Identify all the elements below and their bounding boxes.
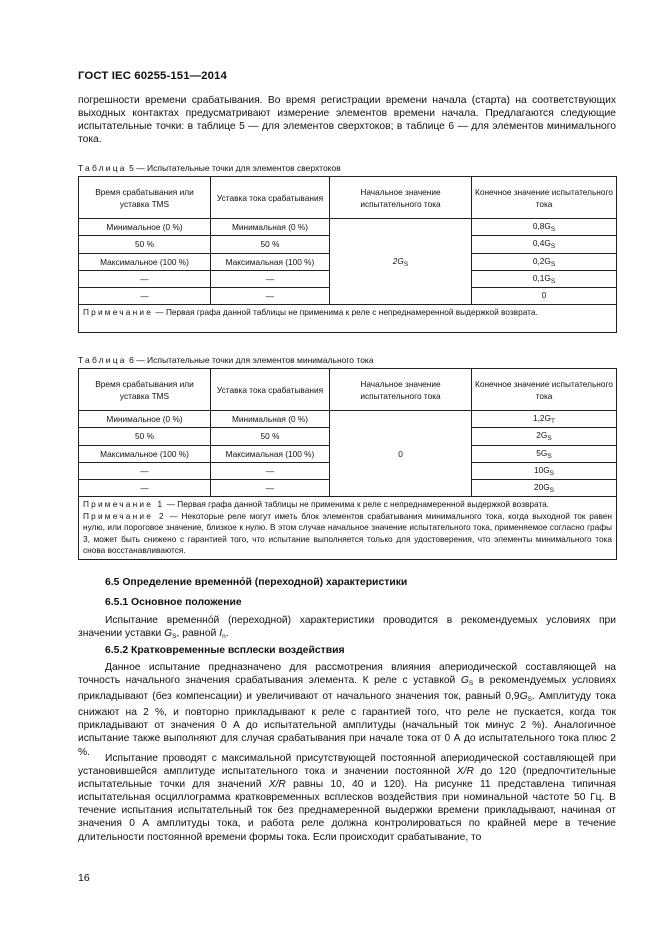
start-value-symbol: 2G	[392, 255, 404, 266]
table6-cell: —	[211, 480, 330, 497]
final-value: 0,1G	[532, 273, 551, 284]
final-value-sub: S	[547, 435, 552, 443]
table5-final-value	[472, 253, 617, 270]
symbol-sub: n	[222, 633, 226, 641]
final-value-sub: S	[547, 452, 552, 460]
note-text: — Первая графа данной таблицы не применима к реле с непреднамеренной выдержкой возврата.	[155, 307, 538, 318]
text-segment: Испытание проводят с максимальной присутствующей постоянной апериодической составляющей при установившейся амплитуде испытательного тока и значении постоянной	[78, 753, 616, 778]
final-value-sub: S	[549, 487, 555, 495]
table5-cell: —	[79, 288, 211, 305]
final-value-sub: S	[549, 470, 555, 478]
table5-cell: Минимальная (0 %)	[211, 219, 330, 236]
table6-cell: Минимальное (0 %)	[79, 411, 211, 428]
section-6-5-2-heading: 6.5.2 Кратковременные всплески воздействия	[105, 645, 345, 656]
final-value-sub: S	[550, 260, 556, 268]
final-value-sub: S	[550, 226, 556, 234]
text-segment: .	[225, 628, 229, 640]
document-header: ГОСТ IEC 60255-151—2014	[78, 70, 227, 82]
table6-cell: Минимальная (0 %)	[211, 411, 330, 428]
symbol-xr: X/R	[456, 766, 474, 778]
final-value: 20G	[533, 482, 550, 493]
symbol-xr: X/R	[268, 779, 286, 791]
table-row	[79, 411, 617, 428]
table5-start-value	[330, 219, 472, 305]
symbol-sub: S	[468, 680, 474, 688]
table6-final-value	[472, 411, 617, 428]
final-value: 0,8G	[532, 221, 551, 232]
table5-cell: —	[79, 270, 211, 287]
table6-final-value	[472, 462, 617, 479]
table6-note-1	[83, 499, 612, 510]
table6-note-row	[79, 497, 617, 559]
table6-cell: —	[79, 462, 211, 479]
table6-header-cell: Время срабатывания или уставка TMS	[79, 369, 211, 411]
table6-caption	[78, 355, 374, 365]
table6-header-row	[79, 369, 617, 411]
table6-header-cell: Конечное значение испытательного тока	[472, 369, 617, 411]
table5-cell: 50 %	[79, 236, 211, 253]
section-6-5-1-text	[78, 614, 616, 643]
text-segment: . Амплитуду тока снижают на 2 %, и повторно прикладывают к реле с гарантией того, что реле не пускается, когда ток прикладывают от значения 0 А до испытательной амплитуды (начальный ток минус 2 %). Аналогичное испытание также выполняют для случая срабатывания при начале тока от 0 А до испытательного тока плюс 2 %.	[78, 691, 616, 758]
table6-cell: —	[211, 462, 330, 479]
table6-header-cell: Уставка тока срабатывания	[211, 369, 330, 411]
table6-header-cell: Начальное значение испытательного тока	[330, 369, 472, 411]
symbol-g: G	[164, 628, 173, 640]
table5-header-cell: Время срабатывания или уставка TMS	[79, 177, 211, 219]
section-6-5-heading: 6.5 Определение временно́й (переходной) характеристики	[105, 577, 408, 588]
note-text: — Некоторые реле могут иметь блок элементов срабатывания минимального тока, когда выходной ток равен нулю, или пороговое значение, близкое к нулю. В этом случае начальное значение испытательного тока, применяемое согласно графы 3, может быть снижено с гарантией того, что испытание выполняется только для удостоверения, что элементы минимального тока снова восстанавливаются.	[83, 510, 612, 556]
table6-cell: 50 %	[211, 428, 330, 445]
table5-cell: Максимальная (100 %)	[211, 253, 330, 270]
symbol-sub: S	[172, 633, 177, 641]
table5-cell: —	[211, 270, 330, 287]
table6-caption-word: Таблица	[78, 355, 127, 365]
final-value-sub: S	[550, 243, 556, 251]
table5-final-value	[472, 270, 617, 287]
table5-header-cell: Начальное значение испытательного тока	[330, 177, 472, 219]
table6-final-value	[472, 480, 617, 497]
section-6-5-1-heading: 6.5.1 Основное положение	[105, 597, 242, 608]
table6-final-value	[472, 445, 617, 462]
table5-header-cell: Конечное значение испытательного тока	[472, 177, 617, 219]
table5-note-row	[79, 305, 617, 333]
table5-cell: 50 %	[211, 236, 330, 253]
table6-cell: 50 %	[79, 428, 211, 445]
text-segment: Данное испытание предназначено для рассмотрения влияния апериодической составляющей на точность начального значения срабатывания элемента. К реле с уставкой	[78, 662, 616, 687]
table5	[78, 176, 617, 333]
table6-note-2	[83, 511, 612, 557]
table-row	[79, 219, 617, 236]
table6-cell: Максимальная (100 %)	[211, 445, 330, 462]
table6-cell: Максимальное (100 %)	[79, 445, 211, 462]
note-label: Примечание	[83, 307, 154, 318]
table6-caption-text: 6 — Испытательные точки для элементов минимального тока	[129, 355, 374, 365]
table5-final-value	[472, 288, 617, 305]
text-segment: в рекомендуемых условиях прикладывают (без компенсации) и увеличивают от начального значения ток, равный 0,9	[78, 675, 616, 703]
note-text: — Первая графа данной таблицы не применима к реле с непреднамеренной выдержкой возврата.	[166, 499, 550, 510]
section-6-5-2-paragraph-2	[78, 752, 616, 844]
table6-cell: —	[79, 480, 211, 497]
final-value: 0,4G	[532, 238, 551, 249]
text-segment: до 120 (предпочтительные испытательные точки для значений	[78, 766, 616, 791]
table6-start-value: 0	[330, 411, 472, 497]
text-segment: , равной	[176, 628, 220, 640]
final-value: 0	[541, 290, 547, 301]
final-value-sub: T	[551, 418, 555, 426]
table5-caption-text: 5 — Испытательные точки для элементов сверхтоков	[129, 163, 341, 173]
final-value: 1,2G	[533, 413, 551, 424]
table6	[78, 368, 617, 560]
start-value-sub: S	[403, 260, 409, 268]
note-label: Примечание 2	[83, 510, 166, 521]
final-value: 5G	[536, 447, 548, 458]
symbol-g: G	[519, 691, 528, 703]
symbol-i: I	[219, 628, 223, 640]
table6-notes	[79, 497, 617, 559]
final-value: 0,2G	[532, 255, 551, 266]
table5-final-value	[472, 219, 617, 236]
table5-note	[79, 305, 617, 333]
table5-header-row	[79, 177, 617, 219]
symbol-g: G	[460, 675, 469, 687]
table5-cell: Минимальное (0 %)	[79, 219, 211, 236]
table5-header-cell: Уставка тока срабатывания	[211, 177, 330, 219]
table5-caption	[78, 163, 341, 173]
final-value: 2G	[536, 430, 548, 441]
intro-paragraph: погрешности времени срабатывания. Во время регистрации времени начала (старта) на соответствующих выходных контактах предусматривают измерение элементов времени начала. Предлагаются следующие испытательные точки: в таблице 5 — для элементов сверхтоков; в таблице 6 — для элементов минимального тока.	[78, 95, 616, 146]
text-segment: равны 10, 40 и 120). На рисунке 11 представлена типичная испытательная осциллограмма кратковременных всплесков воздействия при номинальной частоте 50 Гц. В течение испытания испытательный ток без преднамеренной выдержки времени прикладывают, начиная от значения 0 А амплитуды тока, и работа реле должна контролироваться по крайней мере в течение длительности постоянной времени формы тока. Если происходит срабатывание, то	[78, 779, 616, 843]
page-number: 16	[78, 872, 90, 884]
text-segment: Испытание временно́й (переходной) характеристики проводится в рекомендуемых условиях при значении уставки	[78, 615, 616, 640]
section-6-5-2-paragraph-1	[78, 661, 616, 759]
table6-final-value	[472, 428, 617, 445]
table5-final-value	[472, 236, 617, 253]
table5-cell: Максимальное (100 %)	[79, 253, 211, 270]
final-value: 10G	[533, 465, 550, 476]
symbol-sub: S	[527, 696, 532, 704]
note-label: Примечание 1	[83, 499, 165, 510]
final-value-sub: S	[550, 278, 556, 286]
table5-caption-word: Таблица	[78, 163, 127, 173]
table5-cell: —	[211, 288, 330, 305]
